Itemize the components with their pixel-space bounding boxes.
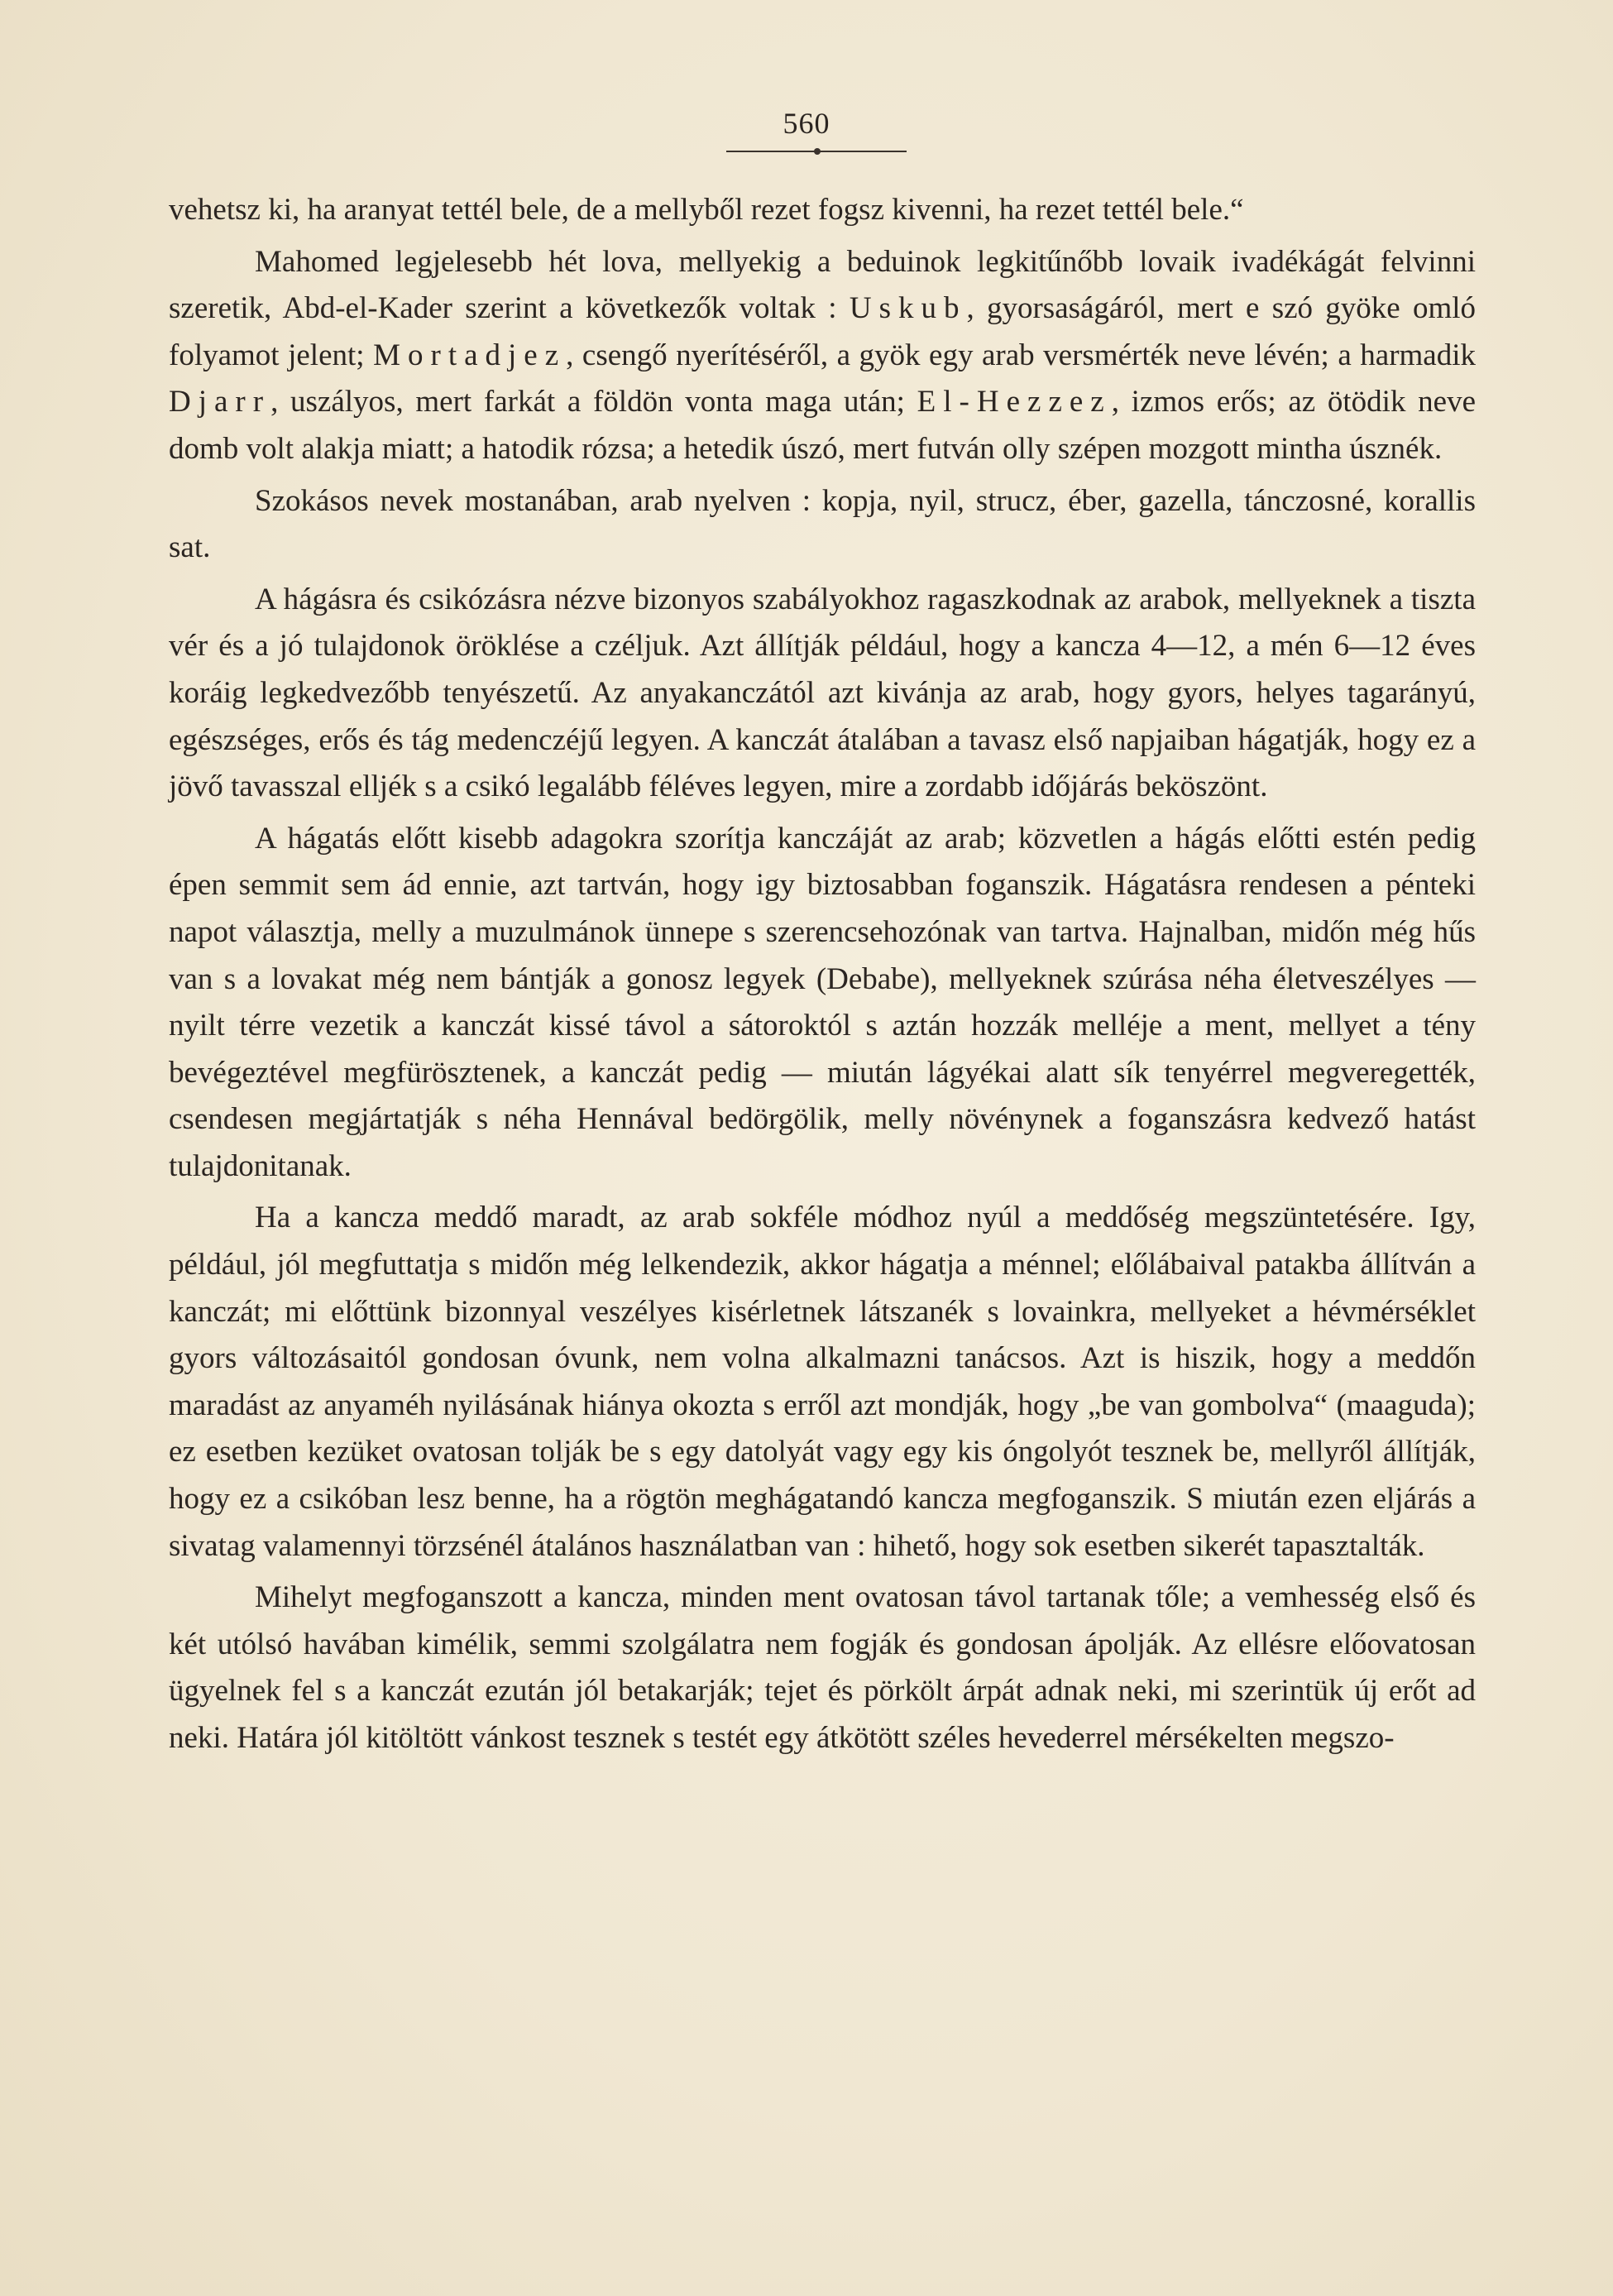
text-run: Ha a kancza meddő maradt, az arab sokféle módhoz nyúl a meddőség megszüntetésére. Igy, például, jól megfuttatja s midőn még lelkendezik, akkor hágatja a ménnel; előlábaival patakba állítván a kanczát; mi előttünk bizonnyal veszélyes kisérletnek látszanék s lovainkra, mellyeket a hévmérséklet gyors változásaitól gondosan óvunk, nem volna alkalmazni tanácsos. Azt is hiszik, hogy a meddőn maradást az anyaméh nyilásának hiánya okozta s erről azt mondják, hogy „be van gombolva“ (maaguda); ez esetben kezüket ovatosan tolják be s egy datolyát vagy egy kis óngolyót tesznek be, mellyről állítják, hogy ez a csikóban lesz benne, ha a rögtön meghágatandó kancza megfoganszik. S miután ezen eljárás a sivatag valamennyi törzsénél átalános használatban van : hihető, hogy sok esetben sikerét tapasztalták. [169, 1201, 1476, 1563]
paragraph [169, 577, 1476, 811]
body-text [169, 187, 1476, 1767]
paragraph [169, 478, 1476, 572]
spaced-name: Djarr [169, 385, 271, 419]
spaced-name: El-Hezzez [917, 385, 1112, 419]
text-run: , izmos erős; az ötödik neve domb volt alakja miatt; a hatodik rózsa; a hetedik úszó, mert futván olly szépen mozgott mintha úsznék. [169, 385, 1476, 466]
text-run: , csengő nyerítéséről, a gyök egy arab versmérték neve lévén; a harmadik [566, 338, 1477, 372]
spaced-name: Uskub [849, 291, 967, 326]
text-run: A hágatás előtt kisebb adagokra szorítja kanczáját az arab; közvetlen a hágás előtti estén pedig épen semmit sem ád ennie, azt tartván, hogy igy biztosabban foganszik. Hágatásra rendesen a pénteki napot választja, melly a muzulmánok ünnepe s szerencsehozónak van tartva. Hajnalban, midőn még hűs van s a lovakat még nem bántják a gonosz legyek (Debabe), mellyeknek szúrása néha életveszélyes — nyilt térre vezetik a kanczát kissé távol a sátoroktól s aztán hozzák melléje a ment, mellyet a tény bevégeztével megfürösztenek, a kanczát pedig — miután lágyékai alatt sík tenyérrel megveregették, csendesen megjártatják s néha Hennával bedörgölik, melly növénynek a foganszásra kedvező hatást tulajdonitanak. [169, 821, 1476, 1183]
text-run: vehetsz ki, ha aranyat tettél bele, de a mellyből rezet fogsz kivenni, ha rezet tettél bele.“ [169, 193, 1244, 227]
paragraph [169, 239, 1476, 473]
text-run: , uszályos, mert farkát a földön vonta maga után; [270, 385, 917, 419]
text-run: , gyorsaságáról, mert e szó gyöke omló folyamot jelent; [169, 291, 1476, 372]
text-run: Szokásos nevek mostanában, arab nyelven : kopja, nyil, strucz, éber, gazella, tánczosné, korallis sat. [169, 483, 1476, 565]
text-run: Mahomed legjelesebb hét lova, mellyekig a beduinok legkitűnőbb lovaik ivadékágát felvinni szeretik, Abd-el-Kader szerint a következők voltak : [169, 244, 1476, 326]
text-run: Mihelyt megfoganszott a kancza, minden ment ovatosan távol tartanak tőle; a vemhesség első és két utólsó havában kimélik, semmi szolgálatra nem fogják és gondosan ápolják. Az ellésre előovatosan ügyelnek fel s a kanczát ezután jól betakarják; tejet és pörkölt árpát adnak neki, mi szerintük új erőt ad neki. Határa jól kitöltött vánkost tesznek s testét egy átkötött széles hevederrel mérsékelten megszo- [169, 1580, 1476, 1755]
page-number: 560 [783, 107, 830, 140]
paragraph [169, 187, 1476, 234]
text-run: A hágásra és csikózásra nézve bizonyos szabályokhoz ragaszkodnak az arabok, mellyeknek a tiszta vér és a jó tulajdonok öröklése a czéljuk. Azt állítják például, hogy a kancza 4—12, a mén 6—12 éves koráig legkedvezőbb tenyészetű. Az anyakanczától azt kivánja az arab, hogy gyors, helyes tagarányú, egészséges, erős és tág medenczéjű legyen. A kanczát átalában a tavasz első napjaiban hágatják, hogy ez a jövő tavasszal elljék s a csikó legalább féléves legyen, mire a zordabb időjárás beköszönt. [169, 582, 1476, 804]
header-rule-ornament [814, 148, 821, 155]
paragraph [169, 1575, 1476, 1762]
paragraph [169, 816, 1476, 1191]
paragraph [169, 1195, 1476, 1570]
spaced-name: Mortadjez [373, 338, 567, 372]
